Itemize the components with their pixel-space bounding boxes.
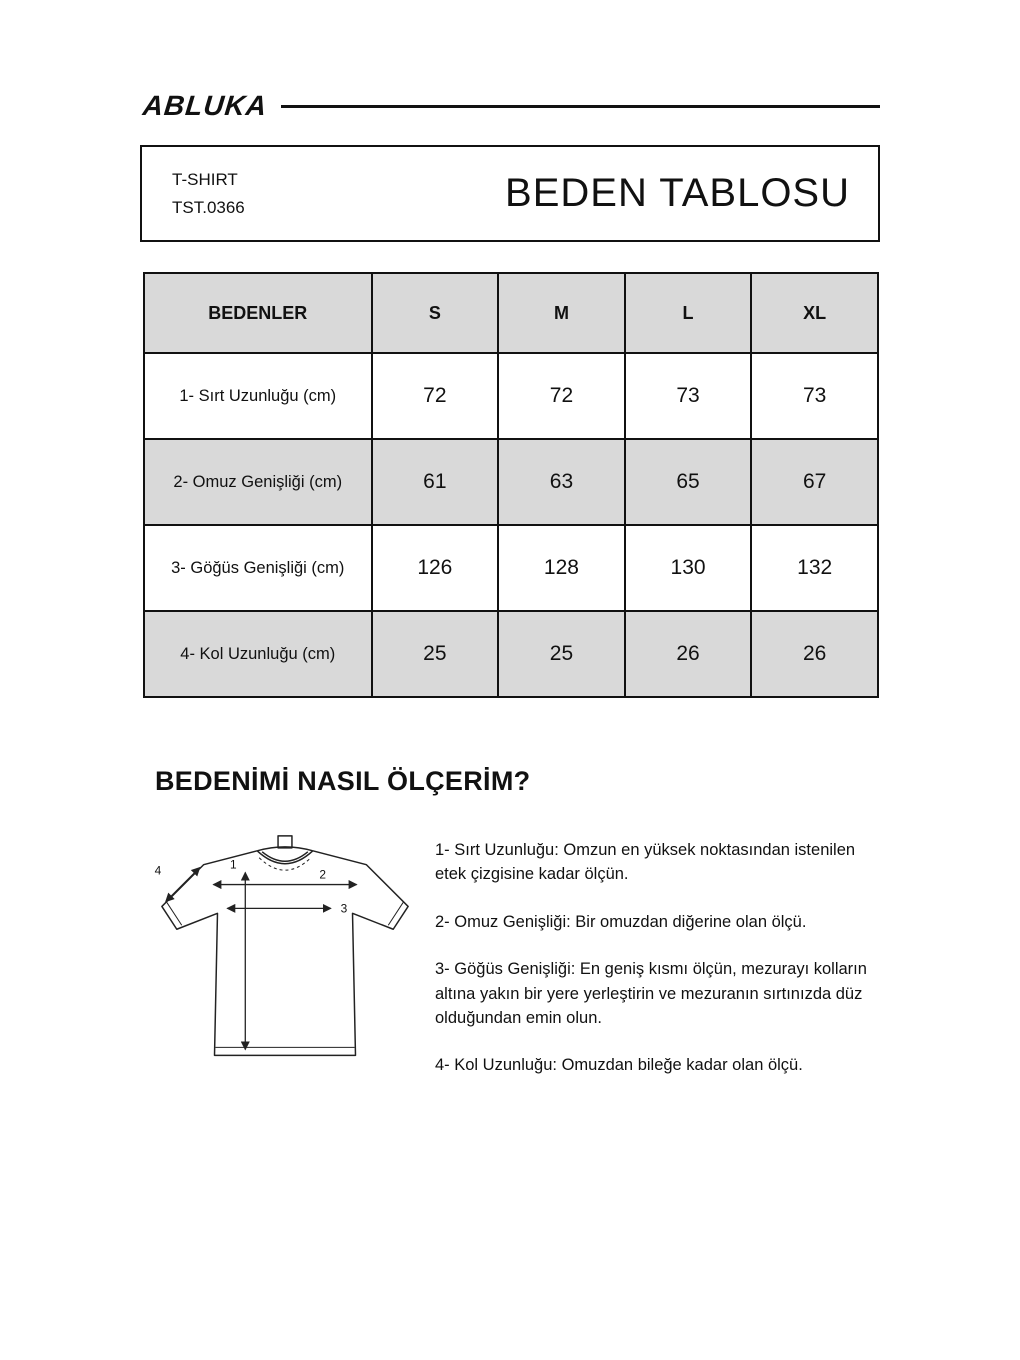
size-value: 65 (625, 439, 752, 525)
size-value: 26 (751, 611, 878, 697)
product-info (142, 166, 245, 220)
table-header-cell: M (498, 273, 625, 353)
size-value: 72 (372, 353, 499, 439)
table-row (144, 525, 878, 611)
size-value: 128 (498, 525, 625, 611)
size-value: 26 (625, 611, 752, 697)
table-header-cell: BEDENLER (144, 273, 372, 353)
size-value: 73 (625, 353, 752, 439)
product-code: TST.0366 (172, 197, 245, 217)
table-header-cell: S (372, 273, 499, 353)
measure-instructions (435, 838, 887, 1101)
tshirt-measurement-diagram (146, 833, 424, 1095)
brand-logo: ABLUKA (141, 90, 269, 121)
logo-divider-line (281, 105, 880, 108)
table-row (144, 353, 878, 439)
size-value: 130 (625, 525, 752, 611)
measure-section-title: BEDENİMİ NASIL ÖLÇERİM? (155, 766, 531, 796)
diagram-label-3: 3 (340, 901, 348, 916)
size-table (143, 272, 879, 698)
row-label: 4- Kol Uzunluğu (cm) (144, 611, 372, 697)
diagram-label-4: 4 (154, 863, 162, 878)
instruction-item: 1- Sırt Uzunluğu: Omzun en yüksek noktasından istenilen etek çizgisine kadar ölçün. (435, 841, 856, 884)
size-value: 126 (372, 525, 499, 611)
table-row (144, 611, 878, 697)
size-value: 25 (372, 611, 499, 697)
instruction-item: 4- Kol Uzunluğu: Omuzdan bileğe kadar olan ölçü. (435, 1056, 803, 1075)
row-label: 3- Göğüs Genişliği (cm) (144, 525, 372, 611)
page-title: BEDEN TABLOSU (505, 171, 850, 215)
diagram-label-2: 2 (319, 867, 327, 882)
measurement-arrows (166, 868, 357, 1050)
brand-header (143, 90, 880, 122)
header-box (140, 145, 880, 242)
product-type: T-SHIRT (172, 170, 238, 190)
size-value: 73 (751, 353, 878, 439)
size-value: 25 (498, 611, 625, 697)
table-row (144, 439, 878, 525)
size-value: 63 (498, 439, 625, 525)
table-header-cell: XL (751, 273, 878, 353)
instruction-item: 3- Göğüs Genişliği: En geniş kısmı ölçün, mezurayı kolların altına yakın bir yere yerleştirin ve mezuranın sırtınızda düz olduğundan emin olun. (435, 960, 867, 1028)
diagram-label-1: 1 (230, 857, 237, 872)
size-value: 67 (751, 439, 878, 525)
size-value: 132 (751, 525, 878, 611)
table-header-cell: L (625, 273, 752, 353)
size-value: 61 (372, 439, 499, 525)
table-header-row (144, 273, 878, 353)
row-label: 2- Omuz Genişliği (cm) (144, 439, 372, 525)
size-value: 72 (498, 353, 625, 439)
instruction-item: 2- Omuz Genişliği: Bir omuzdan diğerine olan ölçü. (435, 912, 807, 931)
row-label: 1- Sırt Uzunluğu (cm) (144, 353, 372, 439)
